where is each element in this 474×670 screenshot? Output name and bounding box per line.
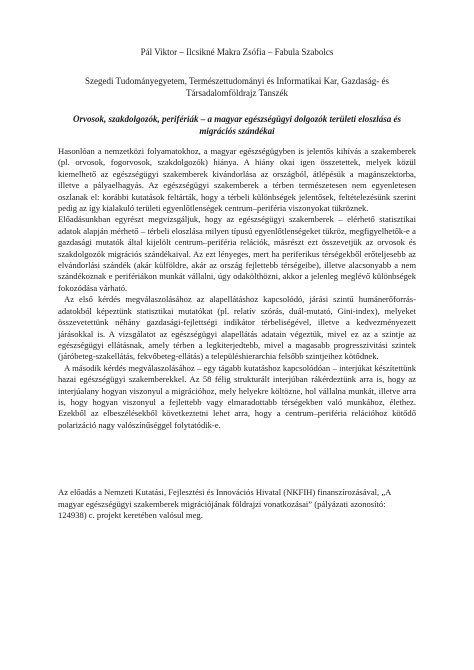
funding-note: Az előadás a Nemzeti Kutatási, Fejlesztési és Innovációs Hivatal (NKFIH) finanszírozásával, „A magyar egészségügyi szakemberek migrációjának földrajzi vonatkozásai” (pályázati azonosító: 124938) c. projekt keretében valósul meg. (58, 487, 391, 521)
paragraph: Előadásunkban egyrészt megvizsgáljuk, hogy az egészségügyi szakemberek – elérhető statisztikai adatok alapján mérhető – térbeli eloszlása milyen típusú egyenlőtlenségeket tükröz, megfigyelhetők-e a gazdasági mutatók által kijelölt centrum–periféria relációk, másrészt ezt összevetjük az orvosok és szakdolgozók migrációs szándékaival. Az ezt lényeges, mert ha periferikus térségekből erőteljesebb az elvándorlási szándék (akár külföldre, akár az ország fejlettebb térségeibe), illetve alacsonyabb a nem szándékoznak e perifériákon munkát vállalni, úgy odakölthözni, akkor a jelenleg meglévő különbségek fokozódása várható. (58, 214, 416, 293)
affiliation: Szegedi Tudományegyetem, Természettudományi és Informatikai Kar, Gazdaság- és Társadalomföldrajz Tanszék (84, 76, 389, 98)
paragraph: Az első kérdés megválaszolásához az alapellátáshoz kapcsolódó, járási szintű humánerőforrás-adatokból képeztünk statisztikai mutatókat (pl. relatív szórás, duál-mutató, Gini-index), melyeket összevetettünk néhány gazdasági-fejlettségi indikátor térbeliségével, illetve a kedvezményezett járásokkal is. A vizsgálatot az egészségügyi alapellátás adatain végeztük, mivel ez az a szintje az egészségügyi ellátásnak, amely térben a legkiterjedtebb, mivel a magasabb progresszivitási szintek (járóbeteg-szakellátás, fekvőbeteg-ellátás) a településhierarchia felsőbb szintjeihez kötődnek. (58, 294, 416, 362)
authors: Pál Viktor – Ilcsikné Makra Zsófia – Fabula Szabolcs (140, 47, 334, 57)
paragraph: Hasonlóan a nemzetközi folyamatokhoz, a magyar egészségügyben is jelentős kihívás a szakemberek (pl. orvosok, fogorvosok, szakdolgozók) hiánya. A hiány okai igen összetettek, melyek közül kiemelhető az egészségügyi szakemberek kivándorlása az országból, átlépésük a magánszektorba, illetve a pályaelhagyás. Az egészségügyi szakemberek a térben természetesen nem egyenletesen oszlanak el: korábbi kutatások feltárták, hogy a térbeli különbségek jelentősek, feltételezésünk szerint pedig az így kialakuló területi egyenlőtlenségek centrum–periféria viszonyokat tükröznek. (58, 146, 416, 214)
abstract-body (58, 146, 416, 431)
paragraph: A második kérdés megválaszolásához – egy tágabb kutatáshoz kapcsolódóan – interjúkat készítettünk hazai egészségügyi szakemberekkel. Az 58 félig strukturált interjúban rákérdeztünk arra is, hogy az interjúalany hogyan viszonyul a migrációhoz, mely helyekre költözne, hol vállalna munkát, illetve arra is, hogy hogyan viszonyul a fejlettebb vagy elmaradottabb térségekben való munkához, élethez. Ezekből az elbeszélésekből következtetni lehet arra, hogy a centrum–periféria relációhoz kötődő polarizáció nagy valószínűséggel folytatódik-e. (58, 362, 416, 430)
paper-title: Orvosok, szakdolgozók, perifériák – a magyar egészségügyi dolgozók területi eloszlása és migrációs szándékai (73, 114, 401, 136)
